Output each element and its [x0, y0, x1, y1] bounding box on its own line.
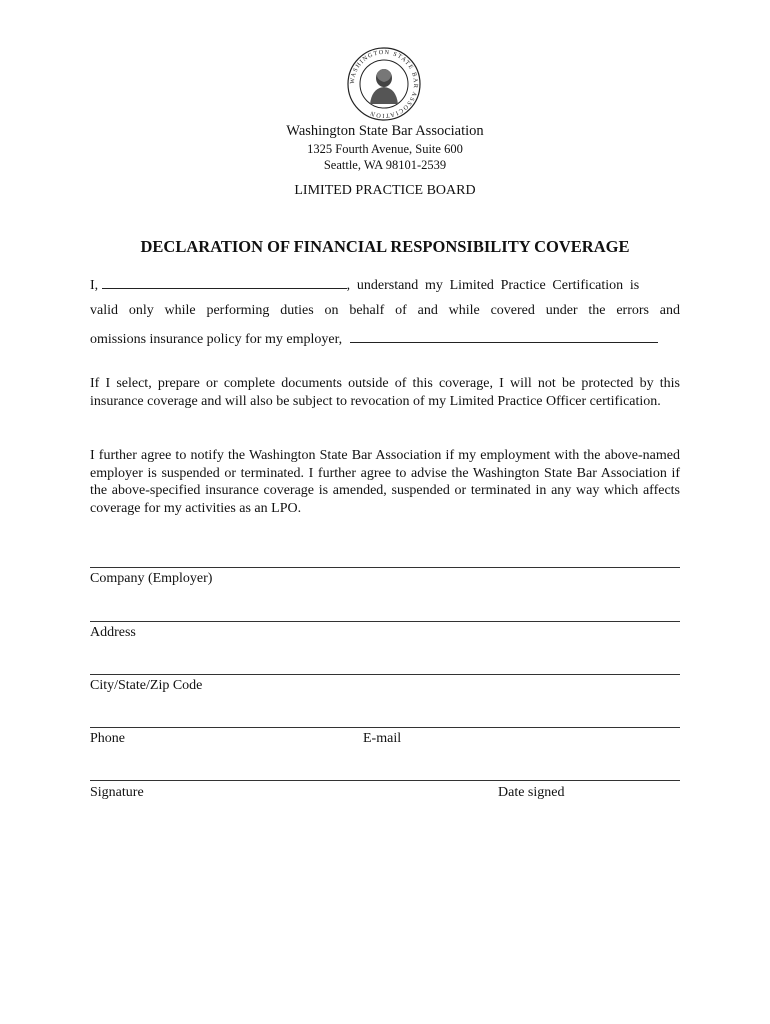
declaration-suffix: , understand my Limited Practice Certification is: [346, 278, 640, 293]
document-title: DECLARATION OF FINANCIAL RESPONSIBILITY COVERAGE: [140, 237, 630, 256]
declarant-name-field[interactable]: [102, 276, 347, 289]
email-label: E-mail: [363, 731, 402, 746]
wsba-seal-logo: [346, 46, 422, 122]
declaration-prefix: I,: [90, 278, 99, 293]
declaration-line-1: [90, 276, 680, 294]
signature-line[interactable]: [90, 780, 680, 781]
company-label: Company (Employer): [90, 571, 213, 586]
company-line[interactable]: [90, 567, 680, 568]
address-line[interactable]: [90, 621, 680, 622]
signature-label: Signature: [90, 785, 144, 800]
organization-name: Washington State Bar Association: [286, 123, 484, 139]
phone-label: Phone: [90, 731, 125, 746]
declaration-line-2: valid only while performing duties on behalf of and while covered under the errors and: [90, 303, 680, 318]
employer-name-field[interactable]: [350, 330, 658, 343]
address-label: Address: [90, 625, 136, 640]
phone-email-line[interactable]: [90, 727, 680, 728]
city-state-zip-line[interactable]: [90, 674, 680, 675]
board-name: LIMITED PRACTICE BOARD: [294, 183, 476, 198]
notification-paragraph: I further agree to notify the Washington State Bar Association if my employment with the above-named employer is suspended or terminated. I further agree to advise the Washington State Bar Association if the above-specified insurance coverage is amended, suspended or terminated in any way which affects coverage for my activities as an LPO.: [90, 448, 680, 516]
date-signed-label: Date signed: [498, 785, 565, 800]
coverage-paragraph: If I select, prepare or complete documents outside of this coverage, I will not be protected by this insurance coverage and will also be subject to revocation of my Limited Practice Officer certification.: [90, 376, 680, 409]
seal-text: WASHINGTON STATE BAR ASSOCIATION: [348, 48, 420, 120]
address-line-1: 1325 Fourth Avenue, Suite 600: [307, 142, 463, 156]
city-state-zip-label: City/State/Zip Code: [90, 678, 203, 693]
declaration-line-3: [90, 330, 680, 348]
declaration-employer-text: omissions insurance policy for my employer,: [90, 332, 343, 347]
address-line-2: Seattle, WA 98101-2539: [323, 158, 447, 172]
